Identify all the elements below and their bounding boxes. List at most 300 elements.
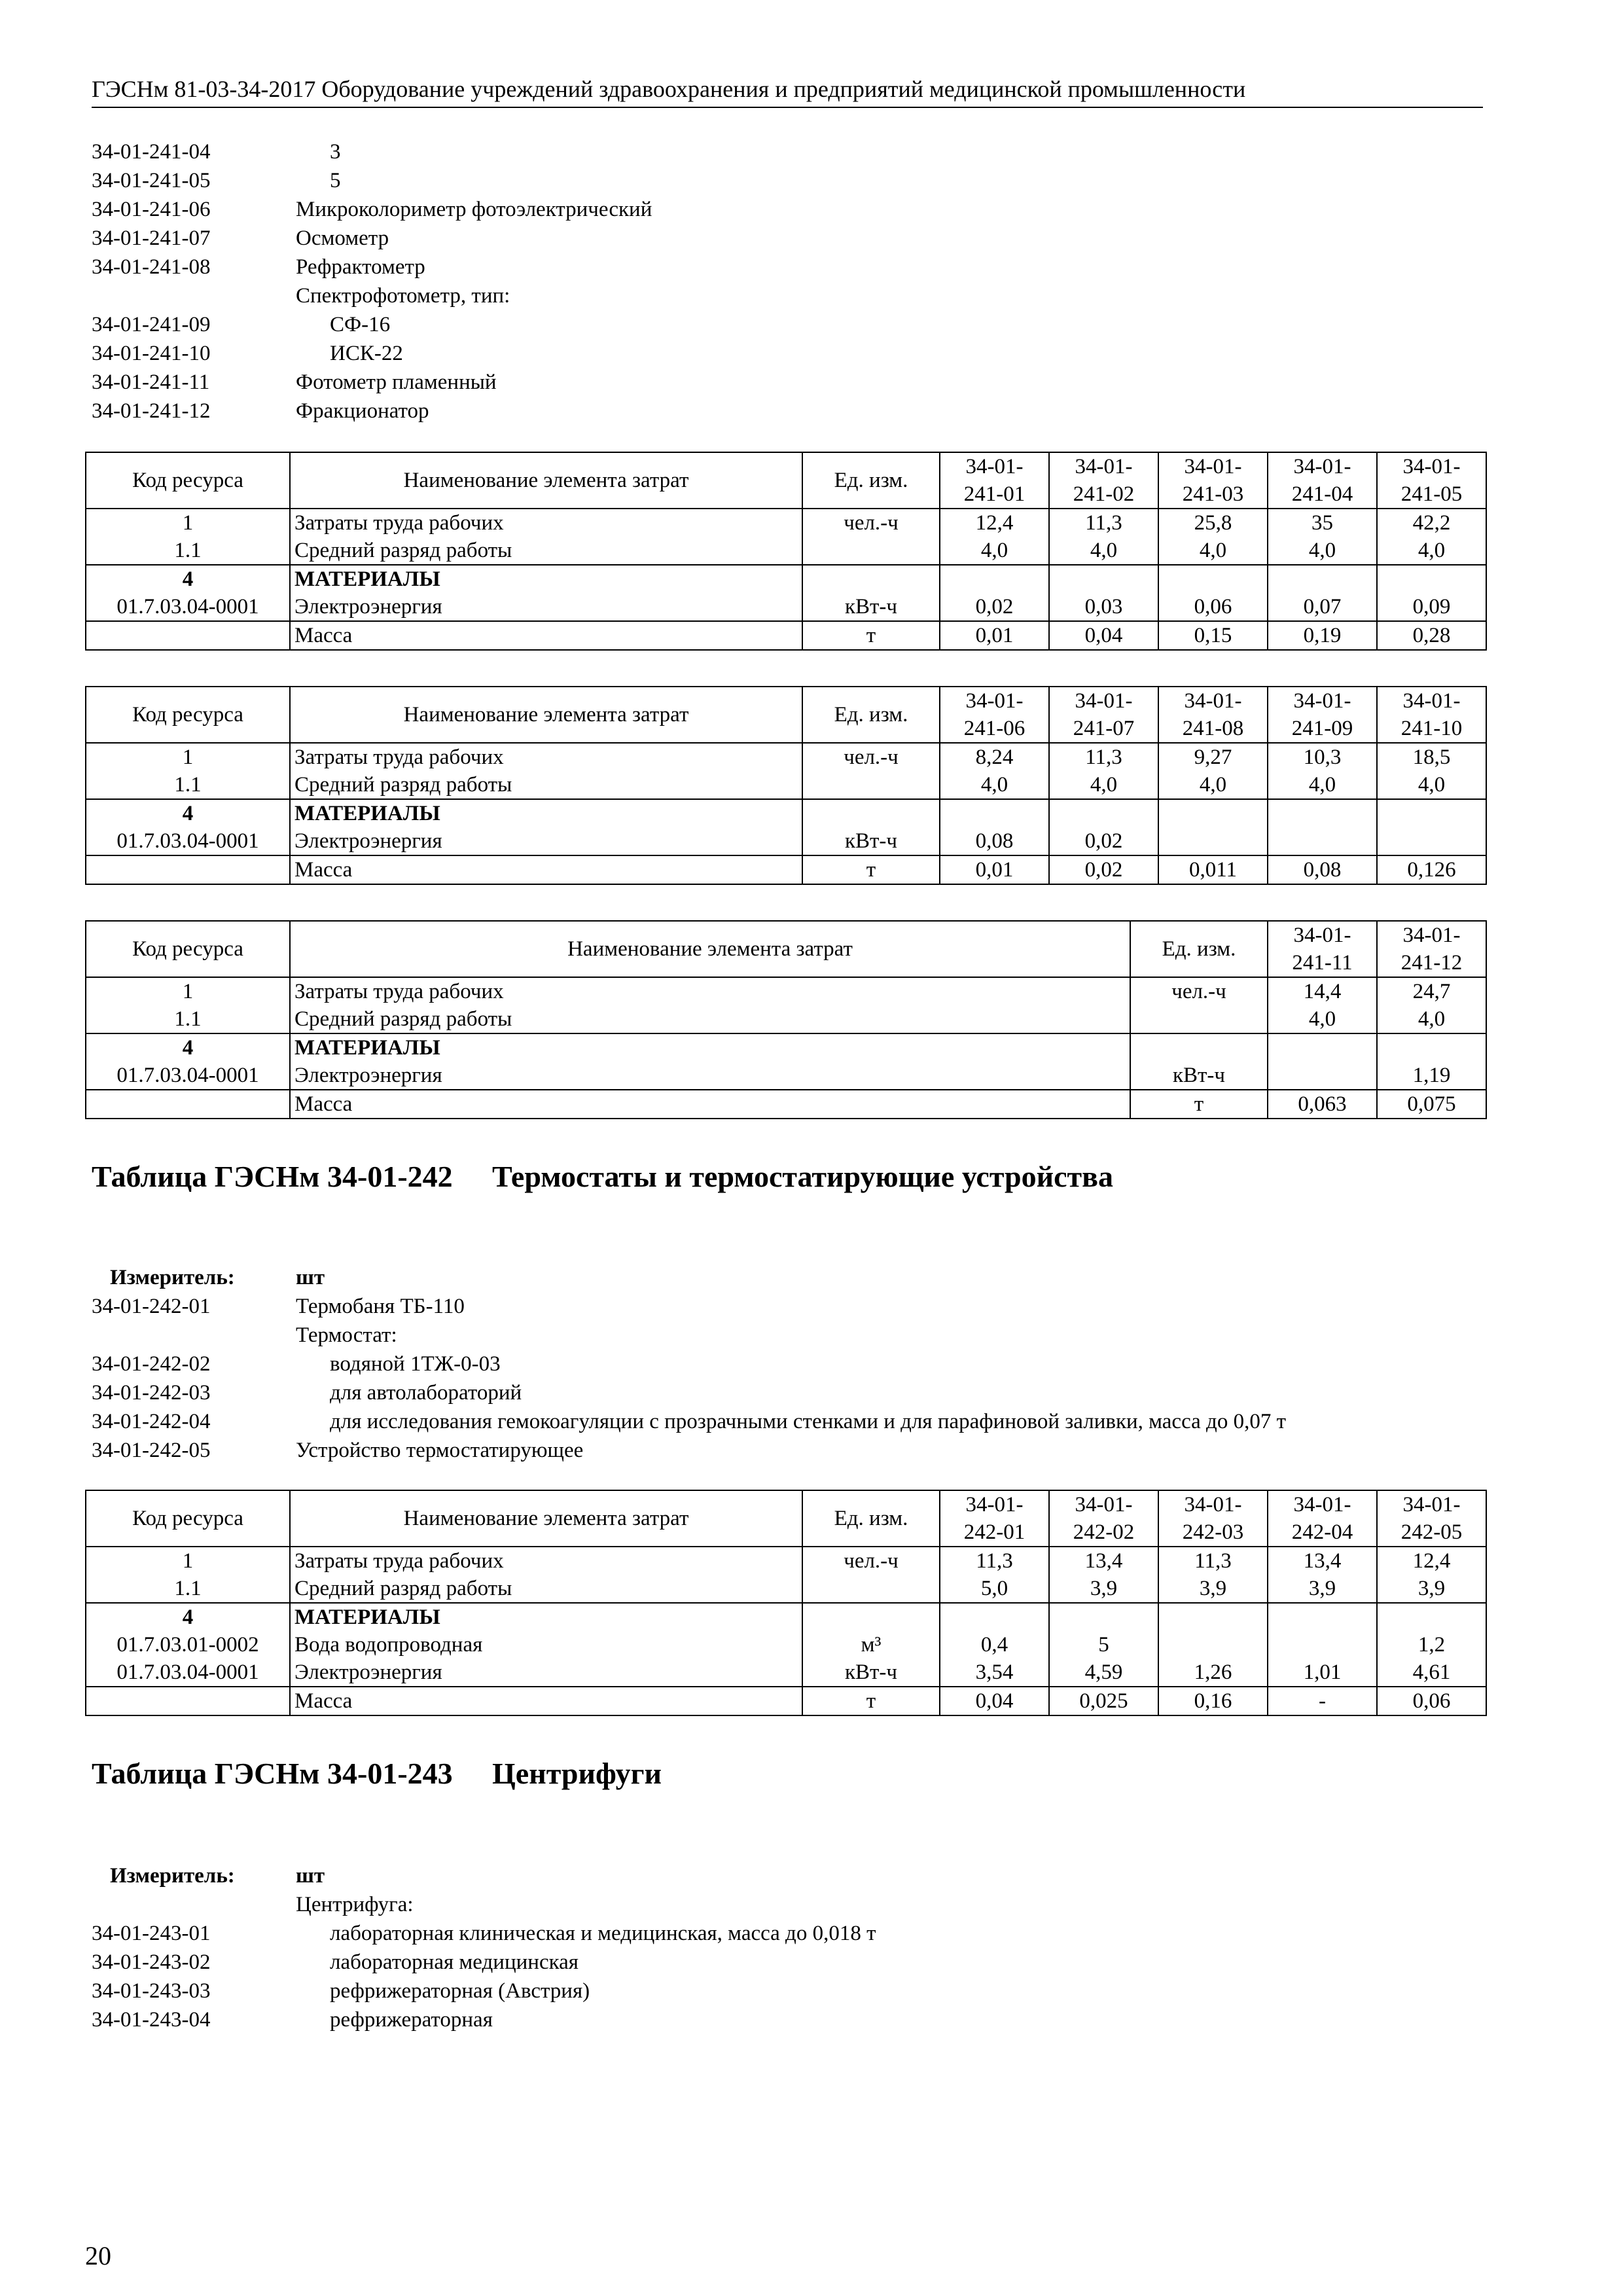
rate-code-line1: 34-01- (1402, 1493, 1461, 1516)
cell-name: МАТЕРИАЛЫ (290, 1603, 802, 1631)
cell-value: 1,01 (1268, 1659, 1377, 1687)
cell-value: 13,4 (1049, 1547, 1158, 1575)
rate-code-line1: 34-01- (1402, 924, 1461, 947)
cell-value: 14,4 (1268, 977, 1377, 1005)
rate-code-line1: 34-01- (1293, 689, 1351, 713)
item-code: 34-01-242-01 (92, 1295, 211, 1318)
cell-value (1268, 1603, 1377, 1631)
rate-code-line2: 241-06 (963, 717, 1026, 740)
cell-value: 0,04 (940, 1687, 1049, 1715)
row-r4 (86, 1033, 1486, 1062)
cell-value (1158, 827, 1268, 855)
rate-code-line2: 241-10 (1400, 717, 1463, 740)
cell-value (1049, 565, 1158, 593)
cell-value: 13,4 (1268, 1547, 1377, 1575)
table-number: Таблица ГЭСНм 34-01-242 (92, 1160, 453, 1193)
header-rate-code (1268, 921, 1377, 977)
cell-name: Средний разряд работы (290, 771, 802, 799)
cell-value (1268, 565, 1377, 593)
rate-code-line2: 241-04 (1291, 482, 1353, 506)
header-unit: Ед. изм. (1130, 921, 1268, 977)
header-code: Код ресурса (86, 1490, 290, 1547)
header-code: Код ресурса (86, 921, 290, 977)
item-code: 34-01-241-08 (92, 255, 211, 279)
header-unit: Ед. изм. (802, 1490, 940, 1547)
header-rate-code (1158, 1490, 1268, 1547)
header-name: Наименование элемента затрат (290, 1490, 802, 1547)
cell-value (1268, 1631, 1377, 1659)
cell-value: 11,3 (1049, 509, 1158, 537)
item-name: ИСК-22 (330, 342, 403, 365)
measure-row (92, 1265, 1286, 1293)
cell-value: 0,075 (1377, 1090, 1486, 1119)
cell-value: 3,9 (1268, 1575, 1377, 1603)
row-r1 (86, 743, 1486, 771)
rate-code-line1: 34-01- (1402, 455, 1461, 478)
cell-name: Масса (290, 1090, 1130, 1119)
cell-value (1158, 799, 1268, 827)
row-r11 (86, 1005, 1486, 1033)
rate-code-line2: 241-11 (1292, 951, 1353, 975)
rate-code-line2: 242-02 (1073, 1520, 1135, 1544)
header-rate-code (1377, 452, 1486, 509)
rate-code-line1: 34-01- (1293, 455, 1351, 478)
cell-code: 01.7.03.04-0001 (86, 827, 290, 855)
header-rate-code (1377, 687, 1486, 743)
cell-value: 0,08 (1268, 855, 1377, 884)
cell-value: 4,0 (1377, 537, 1486, 565)
table-number: Таблица ГЭСНм 34-01-243 (92, 1757, 453, 1790)
header-unit: Ед. изм. (802, 687, 940, 743)
header-rate-code (940, 1490, 1049, 1547)
resource-list-243 (92, 1863, 876, 2036)
row-mass (86, 1687, 1486, 1715)
cell-unit: т (802, 621, 940, 650)
cell-value: 0,126 (1377, 855, 1486, 884)
cell-value: 4,0 (1049, 537, 1158, 565)
cell-value: 3,9 (1377, 1575, 1486, 1603)
rate-code-line2: 241-05 (1400, 482, 1463, 506)
cell-code: 1.1 (86, 1575, 290, 1603)
measure-label: Измеритель: (110, 1266, 235, 1289)
rate-code-line1: 34-01- (1184, 1493, 1242, 1516)
cell-value: 0,01 (940, 855, 1049, 884)
row-r1 (86, 1547, 1486, 1575)
cell-value (1268, 799, 1377, 827)
row-el (86, 827, 1486, 855)
cell-value: 4,0 (1158, 537, 1268, 565)
cell-value (1268, 1033, 1377, 1062)
item-code: 34-01-242-05 (92, 1439, 211, 1462)
cost-table-241-06-10 (85, 686, 1487, 885)
item-code: 34-01-241-09 (92, 313, 211, 336)
cell-value: 4,61 (1377, 1659, 1486, 1687)
item-code: 34-01-243-02 (92, 1950, 211, 1974)
header-rate-code (1268, 452, 1377, 509)
cell-unit: м³ (802, 1631, 940, 1659)
cell-value: 4,0 (1049, 771, 1158, 799)
cell-code: 1.1 (86, 771, 290, 799)
cost-table-242 (85, 1490, 1487, 1716)
item-name: лабораторная клиническая и медицинская, масса до 0,018 т (330, 1922, 876, 1945)
cell-value (1377, 565, 1486, 593)
cell-unit (802, 565, 940, 593)
header-rate-code (1377, 1490, 1486, 1547)
cell-value: 0,02 (940, 593, 1049, 621)
cell-value (1377, 1033, 1486, 1062)
cost-table-241-11-12 (85, 920, 1487, 1119)
cell-unit (1130, 1005, 1268, 1033)
item-name: Спектрофотометр, тип: (296, 284, 510, 308)
cell-value: 12,4 (940, 509, 1049, 537)
cell-value (1049, 799, 1158, 827)
cell-value: 0,15 (1158, 621, 1268, 650)
cell-unit (802, 771, 940, 799)
item-name: Термостат: (296, 1323, 397, 1347)
cell-value: 4,0 (940, 537, 1049, 565)
cell-name: Средний разряд работы (290, 1005, 1130, 1033)
header-rate-code (1049, 1490, 1158, 1547)
cell-unit (802, 537, 940, 565)
cell-unit (802, 1603, 940, 1631)
item-name: Осмометр (296, 226, 389, 250)
rate-code-line2: 242-05 (1400, 1520, 1463, 1544)
rate-code-line1: 34-01- (965, 1493, 1024, 1516)
cell-code: 4 (86, 1603, 290, 1631)
cell-code: 1 (86, 743, 290, 771)
item-name: Фракционатор (296, 399, 429, 423)
cell-value (940, 799, 1049, 827)
header-code: Код ресурса (86, 687, 290, 743)
cell-code: 01.7.03.01-0002 (86, 1631, 290, 1659)
cell-value: 24,7 (1377, 977, 1486, 1005)
header-name: Наименование элемента затрат (290, 452, 802, 509)
header-rate-code (1268, 687, 1377, 743)
table-title: Термостаты и термостатирующие устройства (492, 1160, 1113, 1193)
header-unit: Ед. изм. (802, 452, 940, 509)
item-name: для автолабораторий (330, 1381, 522, 1405)
list-item (92, 1892, 876, 1920)
item-code: 34-01-243-03 (92, 1979, 211, 2003)
cell-value (940, 1603, 1049, 1631)
cell-unit: чел.-ч (802, 509, 940, 537)
cell-value: 3,9 (1049, 1575, 1158, 1603)
cell-name: Вода водопроводная (290, 1631, 802, 1659)
cell-value: 0,02 (1049, 827, 1158, 855)
cell-name: Электроэнергия (290, 827, 802, 855)
cell-value: 0,04 (1049, 621, 1158, 650)
row-r4 (86, 1603, 1486, 1631)
row-mass (86, 855, 1486, 884)
rate-code-line1: 34-01- (965, 689, 1024, 713)
list-item (92, 1322, 1286, 1351)
cell-value: 12,4 (1377, 1547, 1486, 1575)
rate-code-line2: 241-09 (1291, 717, 1353, 740)
list-item (92, 225, 652, 254)
cell-value: 42,2 (1377, 509, 1486, 537)
cell-value: 0,06 (1158, 593, 1268, 621)
cell-value (1049, 1603, 1158, 1631)
resource-list-242 (92, 1265, 1286, 1466)
cell-value: 0,09 (1377, 593, 1486, 621)
cell-value: 0,07 (1268, 593, 1377, 621)
cell-value: 5 (1049, 1631, 1158, 1659)
rate-code-line2: 241-08 (1182, 717, 1244, 740)
row-r1 (86, 509, 1486, 537)
rate-code-line2: 242-04 (1291, 1520, 1353, 1544)
item-name: для исследования гемокоагуляции с прозрачными стенками и для парафиновой заливки, масса до 0,07 т (330, 1410, 1286, 1433)
cell-value (1268, 1062, 1377, 1090)
header-row (86, 1490, 1486, 1547)
cell-name: Электроэнергия (290, 1062, 1130, 1090)
rate-code-line1: 34-01- (1075, 1493, 1133, 1516)
cell-code: 4 (86, 565, 290, 593)
list-item (92, 1380, 1286, 1408)
cell-value: 4,59 (1049, 1659, 1158, 1687)
cell-code: 1 (86, 509, 290, 537)
rate-code-line1: 34-01- (1293, 1493, 1351, 1516)
list-item (92, 139, 652, 168)
measure-value: шт (296, 1864, 325, 1888)
list-item (92, 283, 652, 312)
cell-value: 10,3 (1268, 743, 1377, 771)
list-item (92, 196, 652, 225)
cell-unit: чел.-ч (802, 1547, 940, 1575)
cell-value (1268, 827, 1377, 855)
list-item (92, 1293, 1286, 1322)
cell-name: Средний разряд работы (290, 537, 802, 565)
list-item (92, 2007, 876, 2036)
list-item (92, 1920, 876, 1949)
header-rate-code (940, 687, 1049, 743)
item-name: Рефрактометр (296, 255, 425, 279)
header-rate-code (940, 452, 1049, 509)
cell-value: 3,9 (1158, 1575, 1268, 1603)
cell-unit: кВт-ч (802, 593, 940, 621)
cell-code: 1.1 (86, 537, 290, 565)
item-code: 34-01-241-07 (92, 226, 211, 250)
rate-code-line1: 34-01- (1184, 455, 1242, 478)
row-r11 (86, 771, 1486, 799)
cell-code: 1 (86, 1547, 290, 1575)
cell-value: 0,28 (1377, 621, 1486, 650)
list-item (92, 1978, 876, 2007)
row-el (86, 1659, 1486, 1687)
cell-name: Масса (290, 1687, 802, 1715)
list-item (92, 340, 652, 369)
list-item (92, 369, 652, 398)
cell-value (1377, 799, 1486, 827)
rate-code-line2: 241-03 (1182, 482, 1244, 506)
cell-value: 0,01 (940, 621, 1049, 650)
cell-value: 5,0 (940, 1575, 1049, 1603)
rate-code-line2: 241-12 (1400, 951, 1463, 975)
cell-value (1377, 1603, 1486, 1631)
cell-value: 11,3 (1158, 1547, 1268, 1575)
cell-name: Затраты труда рабочих (290, 1547, 802, 1575)
cell-name: Электроэнергия (290, 1659, 802, 1687)
cell-unit: т (1130, 1090, 1268, 1119)
cell-name: Средний разряд работы (290, 1575, 802, 1603)
cell-value: 8,24 (940, 743, 1049, 771)
cell-value: 4,0 (1377, 771, 1486, 799)
header-rate-code (1268, 1490, 1377, 1547)
header-name: Наименование элемента затрат (290, 921, 1130, 977)
cell-code (86, 1687, 290, 1715)
list-item (92, 1351, 1286, 1380)
cell-value: 35 (1268, 509, 1377, 537)
item-name: Устройство термостатирующее (296, 1439, 584, 1462)
item-code: 34-01-242-04 (92, 1410, 211, 1433)
cell-value (1158, 1603, 1268, 1631)
cell-value: 0,063 (1268, 1090, 1377, 1119)
cell-value: 18,5 (1377, 743, 1486, 771)
item-name: Микроколориметр фотоэлектрический (296, 198, 652, 221)
cell-code (86, 855, 290, 884)
item-name: рефрижераторная (Австрия) (330, 1979, 590, 2003)
list-item (92, 312, 652, 340)
cell-name: МАТЕРИАЛЫ (290, 565, 802, 593)
cell-unit: т (802, 1687, 940, 1715)
item-code: 34-01-241-06 (92, 198, 211, 221)
item-name: 3 (330, 140, 341, 164)
item-name: 5 (330, 169, 341, 192)
cell-unit: т (802, 855, 940, 884)
cell-value (940, 565, 1049, 593)
cell-value: 0,4 (940, 1631, 1049, 1659)
cell-value: 11,3 (1049, 743, 1158, 771)
list-item (92, 1408, 1286, 1437)
cell-code: 1.1 (86, 1005, 290, 1033)
item-name: Фотометр пламенный (296, 370, 497, 394)
cell-value: 0,025 (1049, 1687, 1158, 1715)
cell-value: 4,0 (1158, 771, 1268, 799)
row-el (86, 593, 1486, 621)
header-rate-code (1377, 921, 1486, 977)
cell-unit (1130, 1033, 1268, 1062)
item-code: 34-01-241-11 (92, 370, 210, 394)
cell-name: Затраты труда рабочих (290, 977, 1130, 1005)
cell-unit: кВт-ч (802, 827, 940, 855)
measure-label: Измеритель: (110, 1864, 235, 1888)
list-item (92, 1949, 876, 1978)
cell-value: 1,26 (1158, 1659, 1268, 1687)
row-r11 (86, 537, 1486, 565)
item-code: 34-01-242-03 (92, 1381, 211, 1405)
cell-value (1158, 565, 1268, 593)
list-item (92, 254, 652, 283)
cell-name: Масса (290, 621, 802, 650)
header-name: Наименование элемента затрат (290, 687, 802, 743)
row-r1 (86, 977, 1486, 1005)
item-code: 34-01-241-04 (92, 140, 211, 164)
header-row (86, 687, 1486, 743)
cell-code (86, 621, 290, 650)
cell-value: 0,08 (940, 827, 1049, 855)
cell-value: 0,16 (1158, 1687, 1268, 1715)
cell-name: МАТЕРИАЛЫ (290, 1033, 1130, 1062)
measure-row (92, 1863, 876, 1892)
cell-name: Затраты труда рабочих (290, 509, 802, 537)
header-row (86, 921, 1486, 977)
cell-code (86, 1090, 290, 1119)
item-code: 34-01-241-10 (92, 342, 211, 365)
cell-value: 1,2 (1377, 1631, 1486, 1659)
rate-code-line2: 242-03 (1182, 1520, 1244, 1544)
list-item (92, 168, 652, 196)
measure-value: шт (296, 1266, 325, 1289)
row-mass (86, 621, 1486, 650)
cell-value: 25,8 (1158, 509, 1268, 537)
cell-code: 01.7.03.04-0001 (86, 593, 290, 621)
rate-code-line1: 34-01- (1075, 455, 1133, 478)
item-name: лабораторная медицинская (330, 1950, 579, 1974)
rate-code-line1: 34-01- (1402, 689, 1461, 713)
cell-value: 0,03 (1049, 593, 1158, 621)
cell-value: - (1268, 1687, 1377, 1715)
cell-value: 4,0 (1377, 1005, 1486, 1033)
rate-code-line1: 34-01- (1293, 924, 1351, 947)
cell-value: 1,19 (1377, 1062, 1486, 1090)
rate-code-line1: 34-01- (1075, 689, 1133, 713)
cell-code: 4 (86, 799, 290, 827)
row-r11 (86, 1575, 1486, 1603)
cell-value: 4,0 (1268, 1005, 1377, 1033)
rate-code-line1: 34-01- (965, 455, 1024, 478)
rate-code-line2: 241-02 (1073, 482, 1135, 506)
cell-value: 0,06 (1377, 1687, 1486, 1715)
rate-code-line2: 241-01 (963, 482, 1026, 506)
item-code: 34-01-243-04 (92, 2008, 211, 2032)
cell-value (1158, 1631, 1268, 1659)
row-mass (86, 1090, 1486, 1119)
cell-name: Электроэнергия (290, 593, 802, 621)
resource-list-241 (92, 139, 652, 427)
cell-name: Затраты труда рабочих (290, 743, 802, 771)
rate-code-line1: 34-01- (1184, 689, 1242, 713)
cell-value: 9,27 (1158, 743, 1268, 771)
cell-unit: кВт-ч (1130, 1062, 1268, 1090)
cell-value: 0,02 (1049, 855, 1158, 884)
list-item (92, 398, 652, 427)
cell-name: МАТЕРИАЛЫ (290, 799, 802, 827)
header-rate-code (1158, 452, 1268, 509)
cell-value: 0,19 (1268, 621, 1377, 650)
cell-value: 4,0 (1268, 771, 1377, 799)
cell-name: Масса (290, 855, 802, 884)
item-name: СФ-16 (330, 313, 391, 336)
item-name: водяной 1ТЖ-0-03 (330, 1352, 501, 1376)
cell-code: 01.7.03.04-0001 (86, 1659, 290, 1687)
cell-unit (802, 1575, 940, 1603)
cost-table-241-01-05 (85, 452, 1487, 651)
row-r4 (86, 565, 1486, 593)
header-row (86, 452, 1486, 509)
header-code: Код ресурса (86, 452, 290, 509)
cell-value: 11,3 (940, 1547, 1049, 1575)
item-code: 34-01-241-05 (92, 169, 211, 192)
cell-value: 3,54 (940, 1659, 1049, 1687)
cell-code: 1 (86, 977, 290, 1005)
running-header: ГЭСНм 81-03-34-2017 Оборудование учреждений здравоохранения и предприятий медицинской промышленности (92, 75, 1483, 108)
item-name: Центрифуга: (296, 1893, 414, 1916)
cell-unit (802, 799, 940, 827)
cell-code: 01.7.03.04-0001 (86, 1062, 290, 1090)
item-code: 34-01-243-01 (92, 1922, 211, 1945)
item-code: 34-01-241-12 (92, 399, 211, 423)
cell-value: 0,011 (1158, 855, 1268, 884)
header-rate-code (1049, 452, 1158, 509)
